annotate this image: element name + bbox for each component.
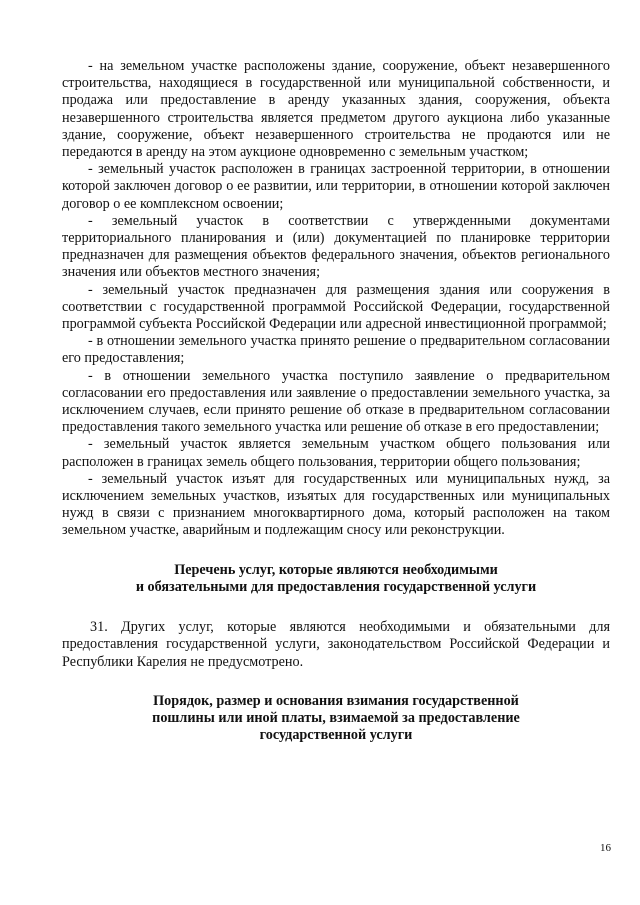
section-heading-required-services <box>62 562 610 596</box>
list-item: - земельный участок предназначен для размещения здания или сооружения в соответствии с государственной программой Российской Федерации, государственной программой субъекта Российской Федерации или адресной инвестиционной программой; <box>62 281 610 333</box>
heading-line: и обязательными для предоставления государственной услуги <box>135 578 537 595</box>
list-item: - земельный участок расположен в границах застроенной территории, в отношении которой заключен договор о ее развитии, или территории, в отношении которой заключен договор о ее комплексном освоении; <box>62 161 610 212</box>
list-item: - земельный участок изъят для государственных или муниципальных нужд, за исключением земельных участков, изъятых для государственных или муниципальных нужд в связи с признанием многоквартирного дома, который расположен на таком земельном участке, аварийным и подлежащим сносу или реконструкции. <box>62 470 610 539</box>
section-heading-fee <box>62 693 610 745</box>
heading-line: государственной услуги <box>259 727 413 744</box>
heading-line: Перечень услуг, которые являются необходимыми <box>174 561 498 578</box>
list-item: - земельный участок является земельным участком общего пользования или расположен в границах земель общего пользования, территории общего пользования; <box>62 436 610 470</box>
document-body <box>62 58 610 744</box>
heading-line: Порядок, размер и основания взимания государственной <box>153 692 519 709</box>
list-item: - земельный участок в соответствии с утвержденными документами территориального планирования и (или) документацией по планировке территории предназначен для размещения объектов федерального значения, объектов регионального значения или объектов местного значения; <box>62 212 610 281</box>
paragraph-31: 31. Других услуг, которые являются необходимыми и обязательными для предоставления государственной услуги, законодательством Российской Федерации и Республики Карелия не предусмотрено. <box>62 619 610 670</box>
heading-line: пошлины или иной платы, взимаемой за предоставление <box>152 709 520 726</box>
list-item: - на земельном участке расположены здание, сооружение, объект незавершенного строительства, находящиеся в государственной или муниципальной собственности, и продажа или предоставление в аренду указанных здания, сооружения, объекта незавершенного строительства является предметом другого аукциона либо указанные здание, сооружение, объект незавершенного строительства не продаются или не передаются в аренду на этом аукционе одновременно с земельным участком; <box>62 58 610 161</box>
list-item: - в отношении земельного участка поступило заявление о предварительном согласовании его предоставления или заявление о предоставлении земельного участка, за исключением случаев, если принято решение об отказе в предварительном согласовании предоставления такого земельного участка или решение об отказе в его предоставлении; <box>62 367 610 436</box>
list-item: - в отношении земельного участка принято решение о предварительном согласовании его предоставления; <box>62 333 610 367</box>
page-number: 16 <box>600 842 611 854</box>
